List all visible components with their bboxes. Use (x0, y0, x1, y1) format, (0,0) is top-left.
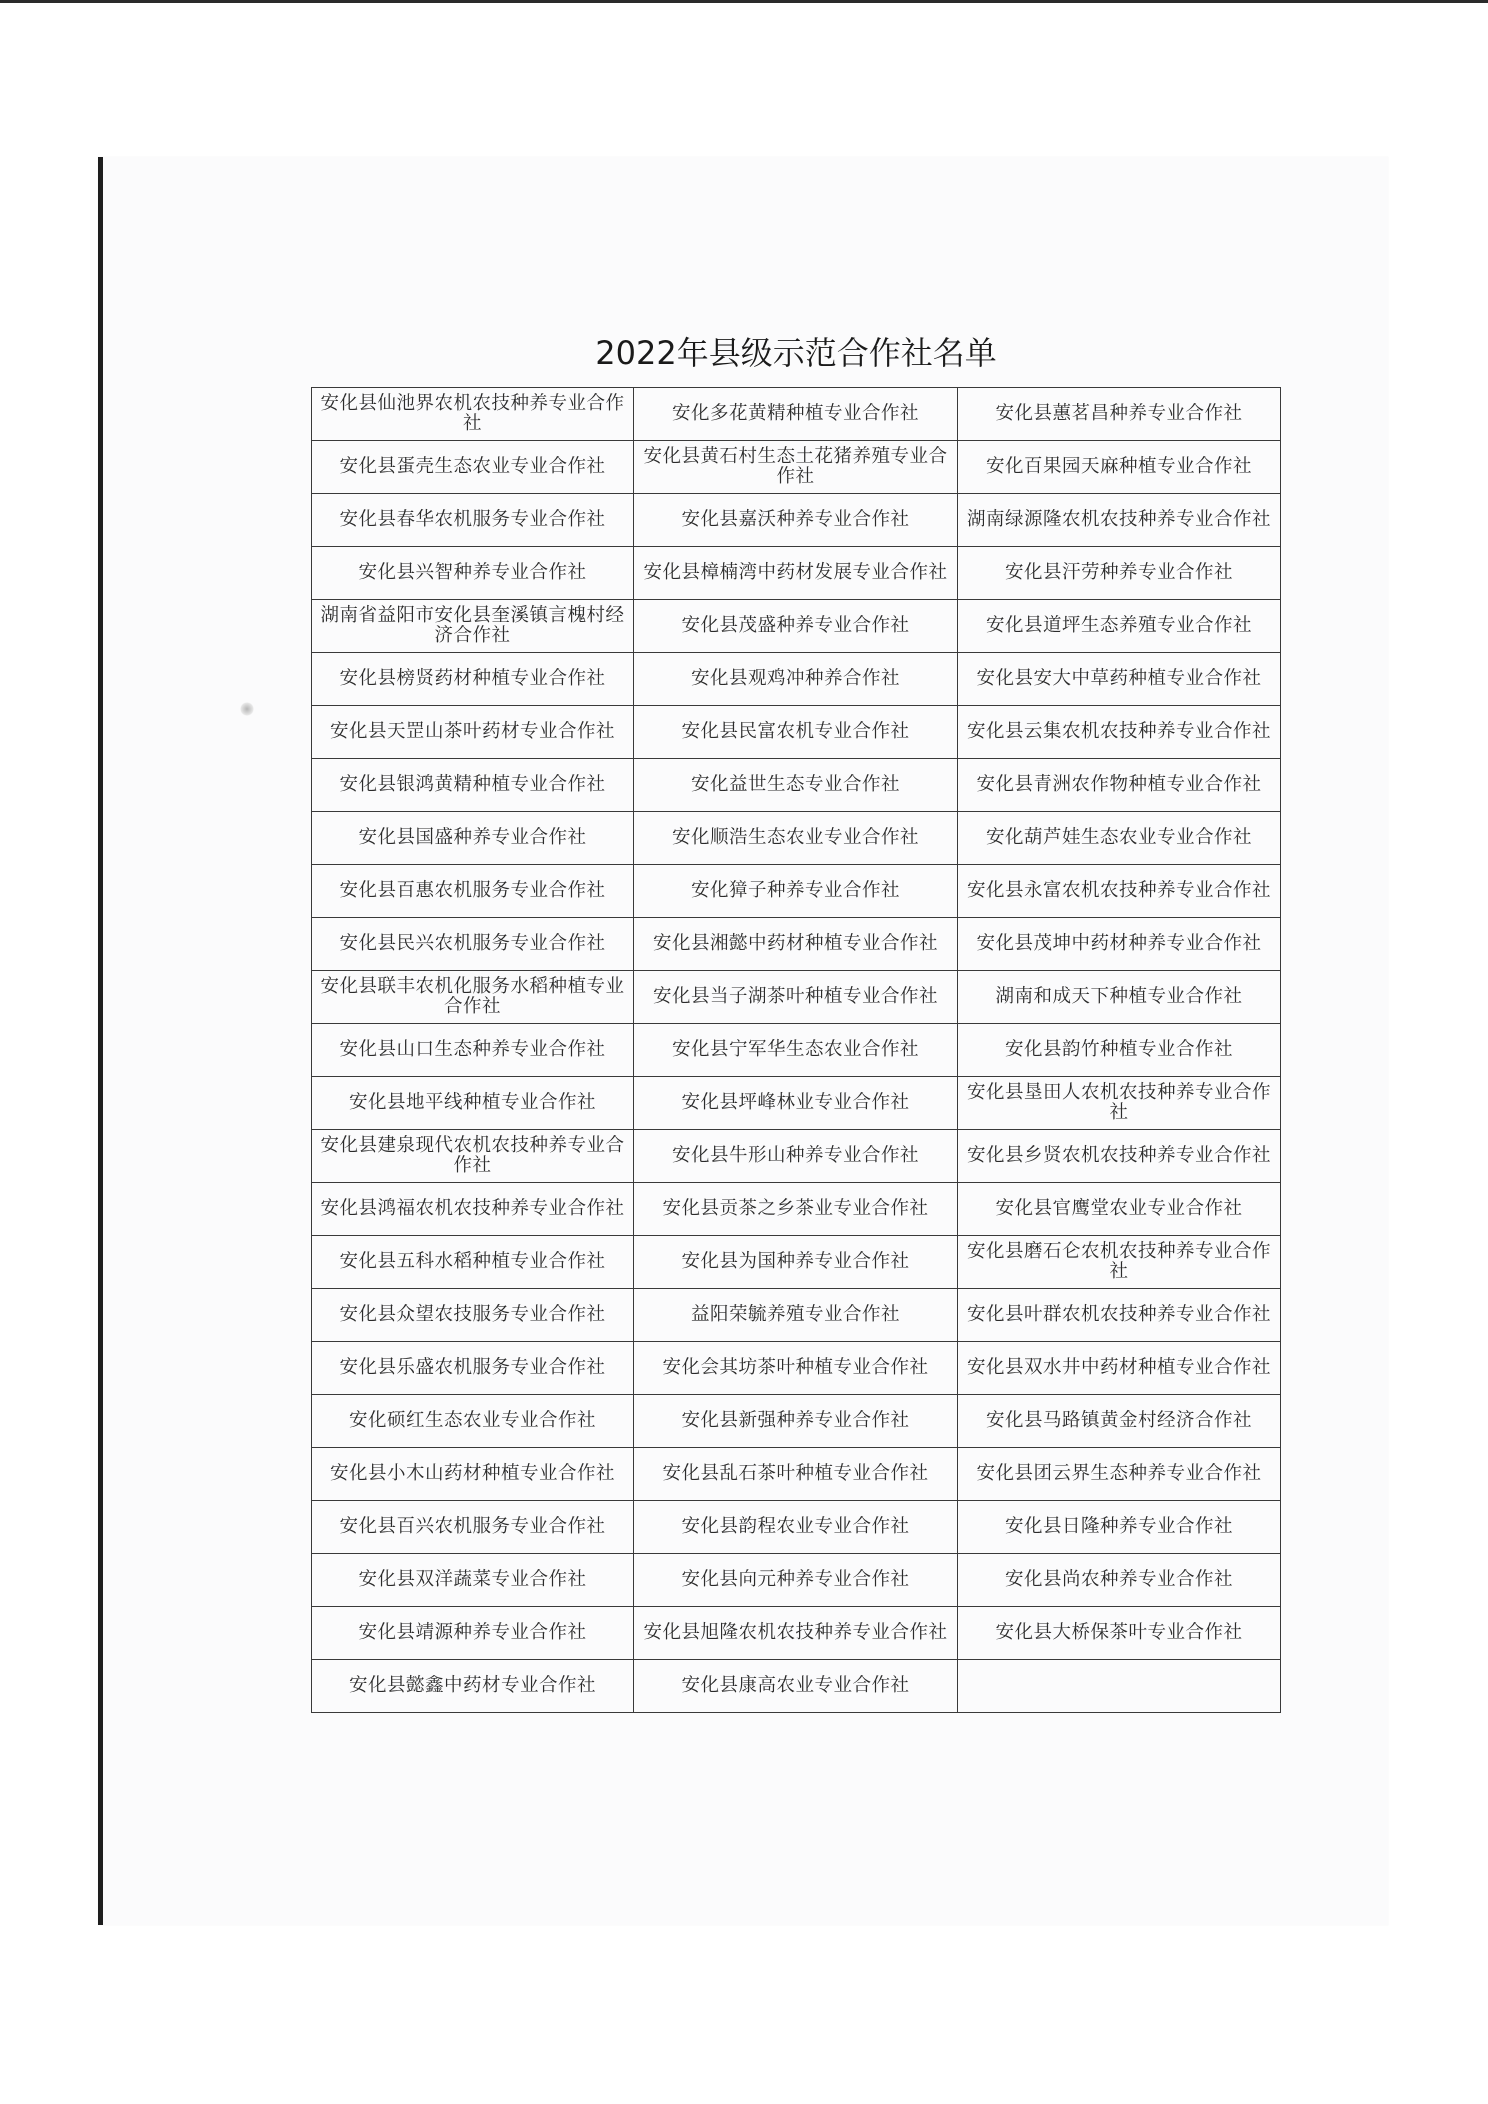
cooperative-cell: 安化县银鸿黄精种植专业合作社 (312, 759, 634, 812)
table-row (312, 653, 1281, 706)
cooperative-cell: 安化会其坊茶叶种植专业合作社 (634, 1342, 958, 1395)
table-row (312, 1554, 1281, 1607)
table-row (312, 1395, 1281, 1448)
table-row (312, 1289, 1281, 1342)
cooperative-cell: 安化县众望农技服务专业合作社 (312, 1289, 634, 1342)
table-row (312, 1183, 1281, 1236)
cooperative-cell: 安化县湘懿中药材种植专业合作社 (634, 918, 958, 971)
cooperative-cell: 安化县茂坤中药材种养专业合作社 (958, 918, 1281, 971)
cooperative-cell: 安化县安大中草药种植专业合作社 (958, 653, 1281, 706)
cooperative-cell: 安化县磨石仑农机农技种养专业合作社 (958, 1236, 1281, 1289)
cooperative-cell: 安化县五科水稻种植专业合作社 (312, 1236, 634, 1289)
cooperative-cell: 安化县双洋蔬菜专业合作社 (312, 1554, 634, 1607)
cooperative-cell: 安化县康高农业专业合作社 (634, 1660, 958, 1713)
table-row (312, 918, 1281, 971)
cooperative-cell: 安化县嘉沃种养专业合作社 (634, 494, 958, 547)
cooperative-cell: 安化县青洲农作物种植专业合作社 (958, 759, 1281, 812)
cooperative-cell: 安化县小木山药材种植专业合作社 (312, 1448, 634, 1501)
cooperative-cell: 湖南省益阳市安化县奎溪镇言槐村经济合作社 (312, 600, 634, 653)
cooperative-cell: 安化县天罡山茶叶药材专业合作社 (312, 706, 634, 759)
cooperative-cell: 安化百果园天麻种植专业合作社 (958, 441, 1281, 494)
cooperative-cell: 安化县民富农机专业合作社 (634, 706, 958, 759)
table-row (312, 706, 1281, 759)
cooperative-cell: 安化县联丰农机化服务水稻种植专业合作社 (312, 971, 634, 1024)
cooperative-cell: 安化县道坪生态养殖专业合作社 (958, 600, 1281, 653)
cooperative-cell: 安化县建泉现代农机农技种养专业合作社 (312, 1130, 634, 1183)
cooperative-cell: 安化县民兴农机服务专业合作社 (312, 918, 634, 971)
table-row (312, 971, 1281, 1024)
table-row (312, 812, 1281, 865)
cooperative-cell: 安化县兴智种养专业合作社 (312, 547, 634, 600)
table-row (312, 1501, 1281, 1554)
scan-top-border (0, 0, 1488, 3)
cooperative-cell: 安化县马路镇黄金村经济合作社 (958, 1395, 1281, 1448)
scan-left-border (98, 157, 103, 1925)
cooperative-cell: 安化县大桥保茶叶专业合作社 (958, 1607, 1281, 1660)
table-row (312, 441, 1281, 494)
table-row (312, 759, 1281, 812)
cooperative-cell: 安化县宁军华生态农业合作社 (634, 1024, 958, 1077)
cooperative-cell: 安化县叶群农机农技种养专业合作社 (958, 1289, 1281, 1342)
cooperative-cell: 安化县日隆种养专业合作社 (958, 1501, 1281, 1554)
cooperative-cell: 安化县官鹰堂农业专业合作社 (958, 1183, 1281, 1236)
cooperative-cell (958, 1660, 1281, 1713)
cooperative-cell: 安化县韵竹种植专业合作社 (958, 1024, 1281, 1077)
cooperative-cell: 湖南和成天下种植专业合作社 (958, 971, 1281, 1024)
cooperative-cell: 安化县蕙茗昌种养专业合作社 (958, 388, 1281, 441)
cooperative-cell: 安化县为国种养专业合作社 (634, 1236, 958, 1289)
cooperative-cell: 安化县当子湖茶叶种植专业合作社 (634, 971, 958, 1024)
cooperative-cell: 安化县牛形山种养专业合作社 (634, 1130, 958, 1183)
scan-smudge (240, 702, 254, 716)
cooperative-cell: 安化县百惠农机服务专业合作社 (312, 865, 634, 918)
table-row (312, 865, 1281, 918)
cooperative-cell: 安化县坪峰林业专业合作社 (634, 1077, 958, 1130)
cooperative-cell: 安化县乱石茶叶种植专业合作社 (634, 1448, 958, 1501)
cooperative-cell: 安化县双水井中药材种植专业合作社 (958, 1342, 1281, 1395)
cooperative-cell: 安化县垦田人农机农技种养专业合作社 (958, 1077, 1281, 1130)
cooperative-cell: 安化县旭隆农机农技种养专业合作社 (634, 1607, 958, 1660)
document-title: 2022年县级示范合作社名单 (595, 334, 997, 372)
cooperative-list-table (311, 387, 1281, 1713)
table-row (312, 600, 1281, 653)
cooperative-cell: 安化县地平线种植专业合作社 (312, 1077, 634, 1130)
cooperative-cell: 安化县靖源种养专业合作社 (312, 1607, 634, 1660)
table-row (312, 1130, 1281, 1183)
table-row (312, 1236, 1281, 1289)
cooperative-cell: 安化县向元种养专业合作社 (634, 1554, 958, 1607)
table-row (312, 1607, 1281, 1660)
cooperative-cell: 安化益世生态专业合作社 (634, 759, 958, 812)
cooperative-cell: 安化县茂盛种养专业合作社 (634, 600, 958, 653)
cooperative-cell: 安化县尚农种养专业合作社 (958, 1554, 1281, 1607)
cooperative-cell: 安化县新强种养专业合作社 (634, 1395, 958, 1448)
cooperative-cell: 安化县蛋壳生态农业专业合作社 (312, 441, 634, 494)
table-row (312, 1660, 1281, 1713)
cooperative-cell: 安化县懿鑫中药材专业合作社 (312, 1660, 634, 1713)
cooperative-cell: 安化葫芦娃生态农业专业合作社 (958, 812, 1281, 865)
cooperative-cell: 安化县鸿福农机农技种养专业合作社 (312, 1183, 634, 1236)
cooperative-cell: 安化多花黄精种植专业合作社 (634, 388, 958, 441)
cooperative-cell: 安化硕红生态农业专业合作社 (312, 1395, 634, 1448)
cooperative-cell: 安化县乡贤农机农技种养专业合作社 (958, 1130, 1281, 1183)
cooperative-cell: 安化县榜贤药材种植专业合作社 (312, 653, 634, 706)
cooperative-cell: 安化县观鸡冲种养合作社 (634, 653, 958, 706)
table-row (312, 494, 1281, 547)
table-row (312, 1077, 1281, 1130)
cooperative-cell: 安化顺浩生态农业专业合作社 (634, 812, 958, 865)
table-row (312, 388, 1281, 441)
table-row (312, 1024, 1281, 1077)
cooperative-cell: 安化县百兴农机服务专业合作社 (312, 1501, 634, 1554)
cooperative-cell: 安化县山口生态种养专业合作社 (312, 1024, 634, 1077)
cooperative-cell: 安化县樟楠湾中药材发展专业合作社 (634, 547, 958, 600)
table-row (312, 1342, 1281, 1395)
cooperative-cell: 安化县春华农机服务专业合作社 (312, 494, 634, 547)
cooperative-cell: 安化县黄石村生态土花猪养殖专业合作社 (634, 441, 958, 494)
cooperative-cell: 安化县韵程农业专业合作社 (634, 1501, 958, 1554)
cooperative-cell: 安化县永富农机农技种养专业合作社 (958, 865, 1281, 918)
cooperative-list-body (312, 388, 1281, 1713)
table-row (312, 1448, 1281, 1501)
cooperative-cell: 安化县贡茶之乡茶业专业合作社 (634, 1183, 958, 1236)
cooperative-cell: 安化獐子种养专业合作社 (634, 865, 958, 918)
table-row (312, 547, 1281, 600)
cooperative-cell: 安化县云集农机农技种养专业合作社 (958, 706, 1281, 759)
cooperative-cell: 安化县团云界生态种养专业合作社 (958, 1448, 1281, 1501)
cooperative-cell: 安化县乐盛农机服务专业合作社 (312, 1342, 634, 1395)
cooperative-cell: 湖南绿源隆农机农技种养专业合作社 (958, 494, 1281, 547)
cooperative-cell: 安化县仙池界农机农技种养专业合作社 (312, 388, 634, 441)
cooperative-cell: 益阳荣毓养殖专业合作社 (634, 1289, 958, 1342)
cooperative-cell: 安化县汗劳种养专业合作社 (958, 547, 1281, 600)
cooperative-cell: 安化县国盛种养专业合作社 (312, 812, 634, 865)
